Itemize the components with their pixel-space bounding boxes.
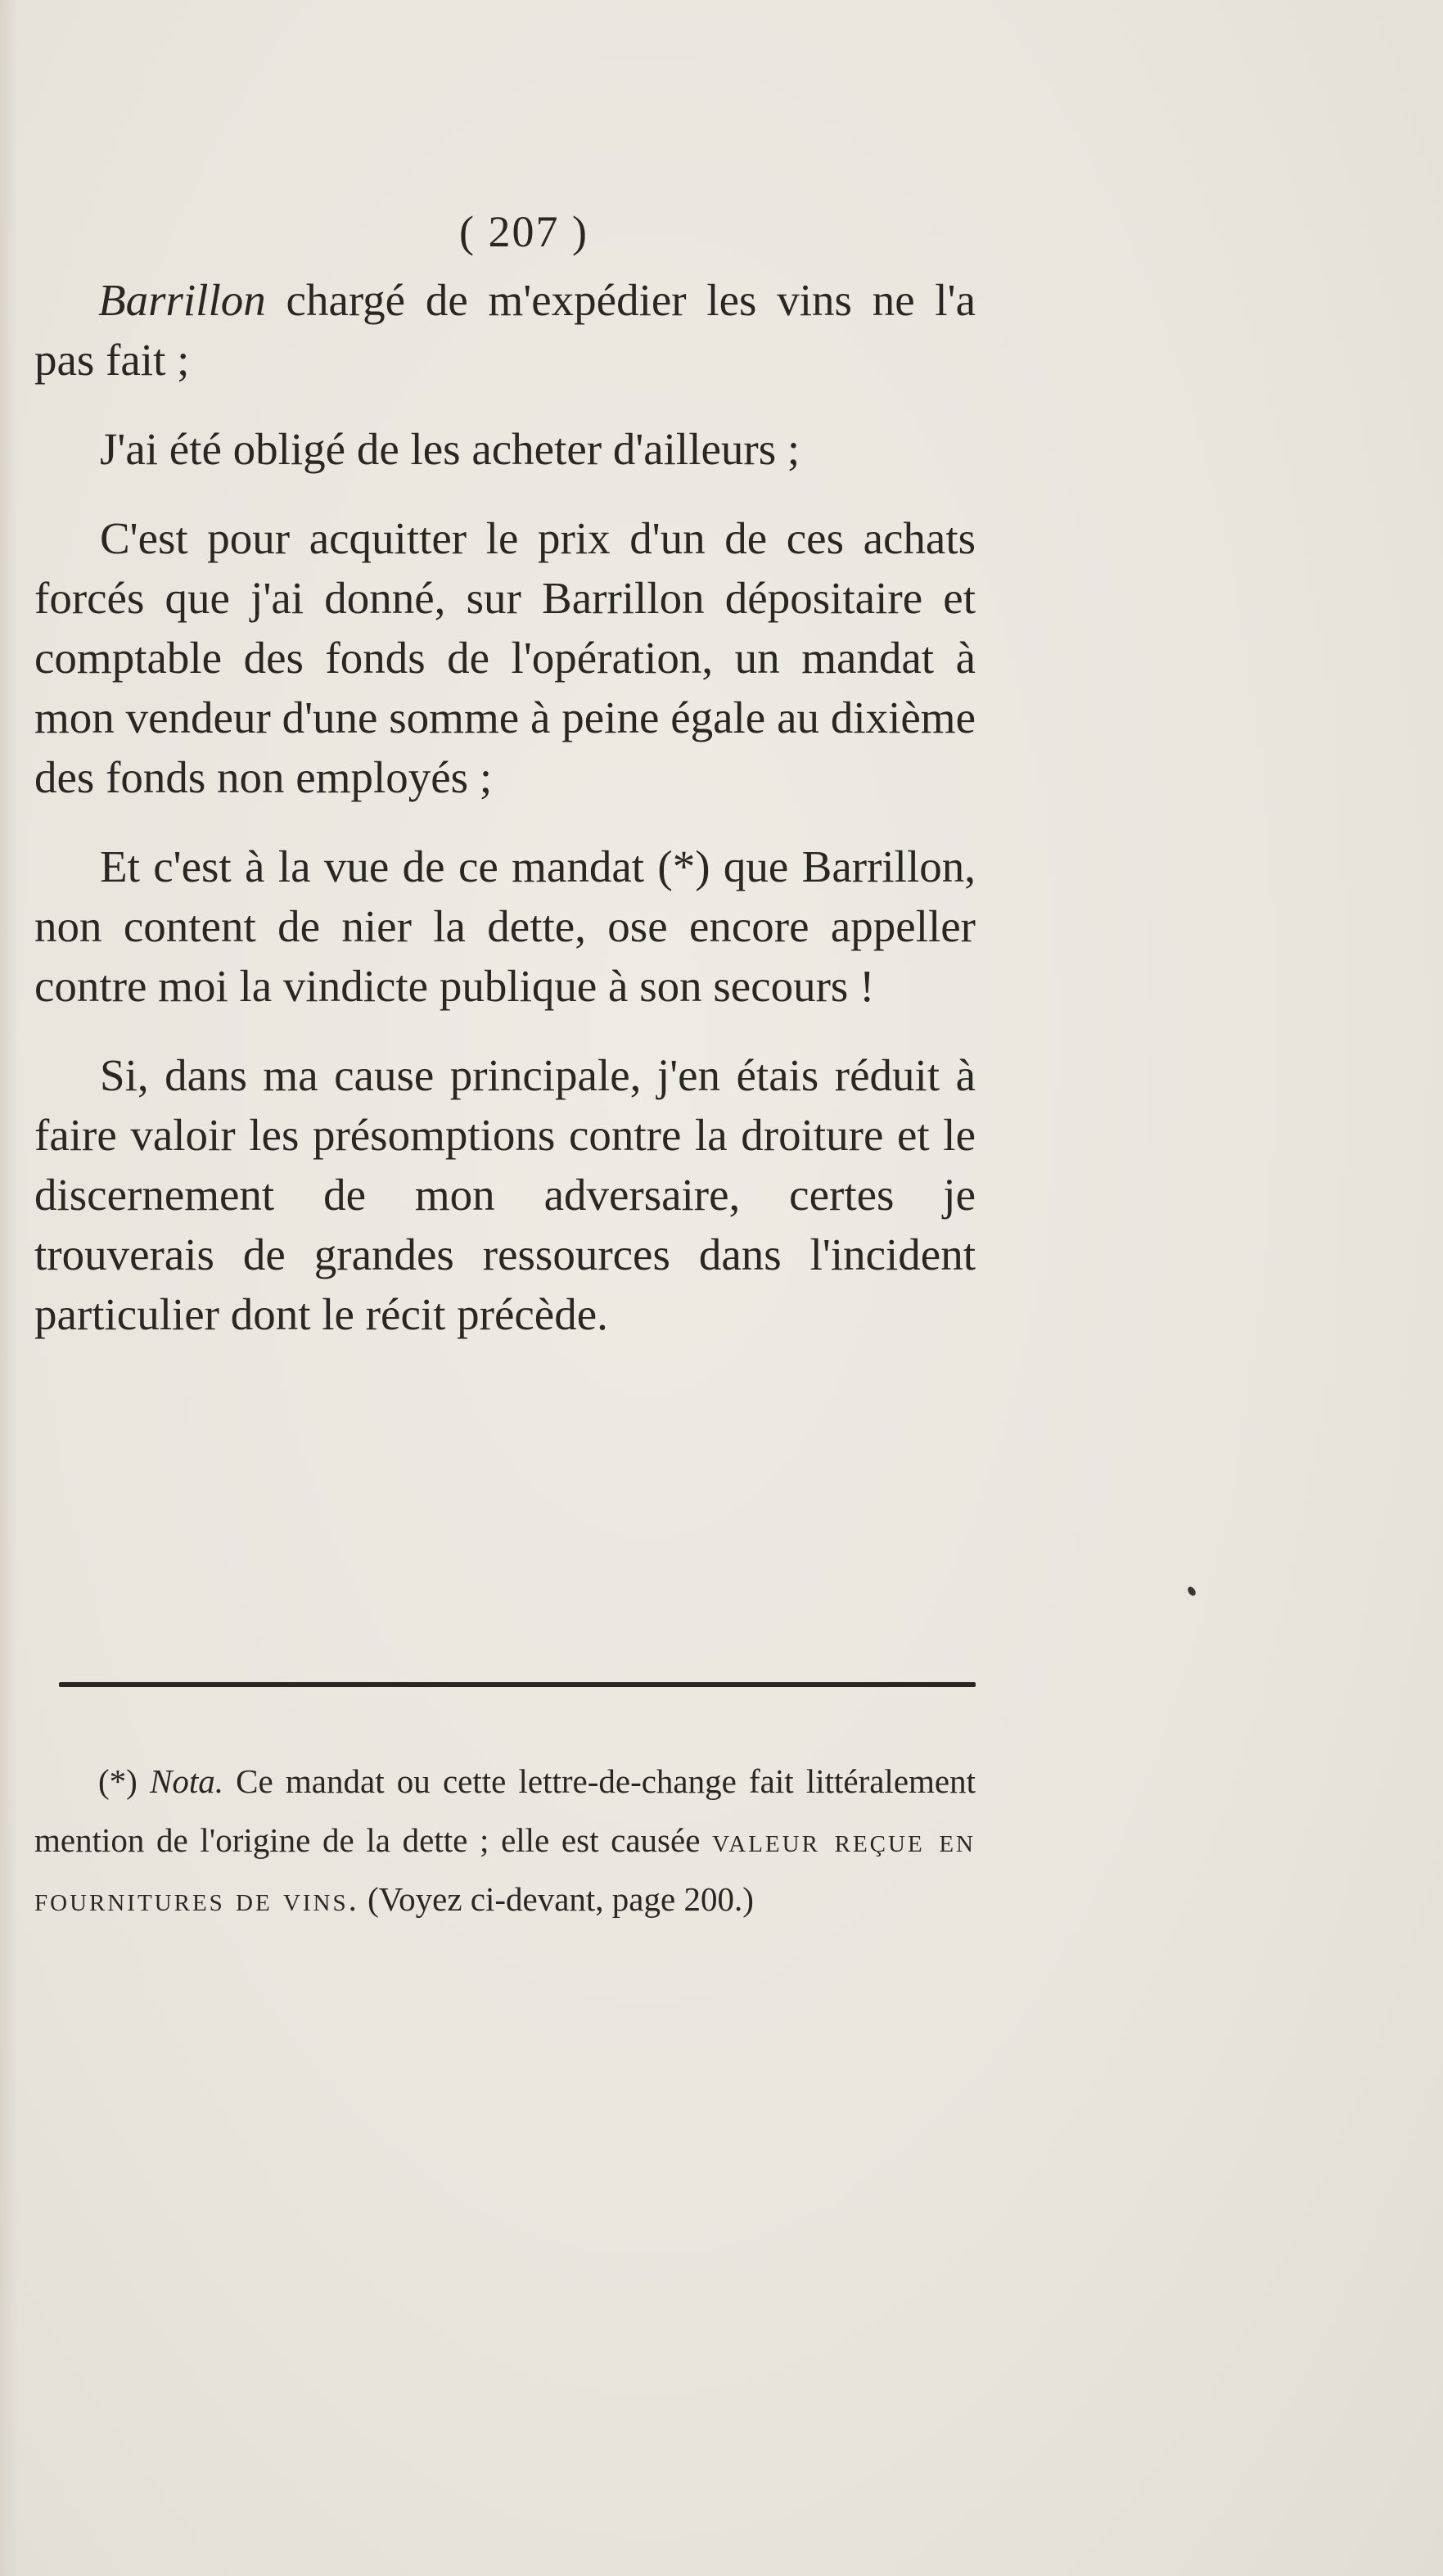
paragraph-4: Et c'est à la vue de ce mandat (*) que Barrillon, non content de nier la dette, ose encore appeller contre moi la vindicte publique à son secours ! [34, 841, 976, 1011]
page-number: ( 207 ) [459, 207, 588, 256]
paragraph-1 [34, 270, 976, 390]
paragraph-5: Si, dans ma cause principale, j'en étais réduit à faire valoir les présomptions contre la droiture et le discernement de mon adversaire, certes je trouverais de grandes ressources dans l'incident particulier dont le récit précède. [34, 1050, 976, 1339]
paragraph-2: J'ai été obligé de les acheter d'ailleurs ; [100, 424, 800, 474]
paragraph-1-text: chargé de m'expédier les vins ne l'a pas fait ; [34, 275, 976, 385]
spine-shadow [0, 0, 18, 2576]
footnote-marker: (*) [98, 1762, 138, 1800]
footnote-smallcaps-text: valeur reçue en fournitures de vins. [34, 1821, 976, 1918]
paragraph-1-italic-name: Barrillon [98, 275, 266, 325]
footnote-text-after: (Voyez ci-devant, page 200.) [358, 1880, 754, 1918]
footnote [34, 1752, 976, 1929]
main-text [34, 270, 976, 1374]
footnote-label: Nota. [150, 1762, 223, 1800]
ink-speck [1186, 1586, 1197, 1597]
footnote-separator-rule [59, 1682, 976, 1687]
paragraph-3: C'est pour acquitter le prix d'un de ces achats forcés que j'ai donné, sur Barrillon dépositaire et comptable des fonds de l'opération, un mandat à mon vendeur d'une somme à peine égale au dixième des fonds non employés ; [34, 513, 976, 802]
footnote-text-before: Ce mandat ou cette lettre-de-change fait littéralement mention de l'origine de la dette ; elle est causée [34, 1762, 976, 1859]
